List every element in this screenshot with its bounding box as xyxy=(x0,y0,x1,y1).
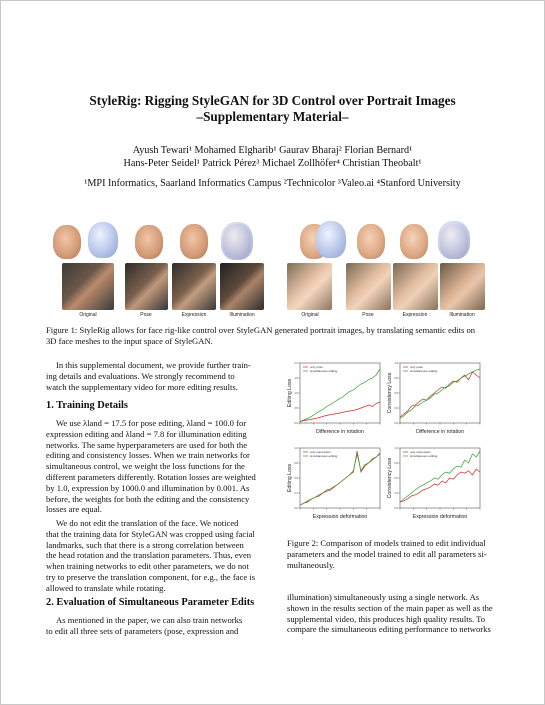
series-line xyxy=(300,369,380,422)
text-line: allowed to translate while rotating. xyxy=(46,582,166,593)
intro-paragraph xyxy=(46,360,273,392)
y-tick-label: 0.5 xyxy=(394,476,398,480)
text-line: different parameters differently. Rotation losses are weighted xyxy=(46,471,256,482)
portrait-photo xyxy=(62,263,114,310)
label-original: Original xyxy=(79,312,97,318)
text-line: We use λland = 17.5 for pose editing, λland = 100.0 for xyxy=(56,418,247,428)
x-axis-label: Difference in rotation xyxy=(316,429,364,435)
face-mesh-image xyxy=(221,222,253,260)
chart-svg xyxy=(284,443,389,533)
legend-label: simultaneous editing xyxy=(310,454,338,458)
y-tick-label: 1.0 xyxy=(294,446,298,450)
text-line: illumination) simultaneously using a single network. As xyxy=(287,592,480,602)
y-tick-label: 0.3 xyxy=(294,491,298,495)
y-tick-label: 0.0 xyxy=(394,421,398,425)
series-line xyxy=(400,369,480,418)
chart-svg xyxy=(384,443,489,533)
series-line xyxy=(400,451,480,502)
figure-2-caption xyxy=(287,538,497,571)
legend-label: only pose xyxy=(310,365,323,369)
face-mesh-image xyxy=(438,221,470,259)
label-pose: Pose xyxy=(362,312,374,318)
text-line: shown in the results section of the main paper as well as the xyxy=(287,602,493,613)
y-tick-label: 0.3 xyxy=(394,491,398,495)
label-expression: Expression xyxy=(402,312,428,318)
y-tick-label: 0.5 xyxy=(394,391,398,395)
portrait-photo xyxy=(440,263,485,310)
y-tick-label: 0.3 xyxy=(394,406,398,410)
text-line: editing and consistency losses. When we train networks for xyxy=(46,450,250,461)
text-line: the head rotation and the translation parameters. Thus, even xyxy=(46,550,252,561)
text-line: compare the simultaneous editing performance to networks xyxy=(287,624,491,635)
x-axis-label: Expression deformation xyxy=(412,514,468,520)
text-line: simultaneous control, we weight the loss functions for the xyxy=(46,461,245,472)
text-line: ing details and evaluations. We strongly recommend to xyxy=(46,370,235,381)
legend-label: simultaneous editing xyxy=(310,369,338,373)
face-mesh-image xyxy=(316,221,346,258)
paper-title: StyleRig: Rigging StyleGAN for 3D Control over Portrait Images xyxy=(89,93,456,108)
text-line: by 1.0, expression by 1000.0 and illumination by 0.001. As xyxy=(46,482,250,493)
y-tick-label: 0.0 xyxy=(394,506,398,510)
text-line: Figure 2: Comparison of models trained to edit individual xyxy=(287,538,486,548)
label-expression: Expression xyxy=(181,312,207,318)
y-tick-label: 0.8 xyxy=(294,461,298,465)
text-line: to edit all three sets of parameters (pose, expression and xyxy=(46,625,239,636)
affiliations: ¹MPI Informatics, Saarland Informatics Campus ²Technicolor ³Valeo.ai ⁴Stanford University xyxy=(84,178,461,189)
y-tick-label: 1.0 xyxy=(394,446,398,450)
label-illumination: Illumination xyxy=(449,312,475,318)
y-tick-label: 0.5 xyxy=(294,406,298,410)
text-line: before, the weights for both the editing and the consistency xyxy=(46,493,250,504)
legend-label: only expression xyxy=(410,450,431,454)
chart-expression-editing xyxy=(284,443,389,533)
authors-line-2: Hans-Peter Seidel¹ Patrick Pérez³ Michael Zollhöfer⁴ Christian Theobalt¹ xyxy=(123,158,422,169)
face-image xyxy=(357,224,385,259)
y-tick-label: 2.0 xyxy=(294,361,298,365)
legend-label: simultaneous editing xyxy=(410,369,438,373)
x-axis-label: Difference in rotation xyxy=(416,429,464,435)
legend-label: only pose xyxy=(410,365,423,369)
section-heading-training: 1. Training Details xyxy=(46,400,128,411)
label-illumination: Illumination xyxy=(229,312,255,318)
legend-label: only expression xyxy=(310,450,331,454)
text-line: landmarks, such that there is a strong correlation between xyxy=(46,539,244,550)
caption-line: Figure 1: StyleRig allows for face rig-like control over StyleGAN generated portrait images, by translating semantic edits on xyxy=(46,325,476,335)
text-line: that the training data for StyleGAN was cropped using facial xyxy=(46,528,255,539)
authors-line-1: Ayush Tewari¹ Mohamed Elgharib¹ Gaurav Bharaj² Florian Bernard¹ xyxy=(132,145,413,156)
series-line xyxy=(300,402,380,422)
portrait-photo xyxy=(220,263,264,310)
y-tick-label: 0.0 xyxy=(294,506,298,510)
portrait-photo xyxy=(125,263,168,310)
portrait-photo xyxy=(172,263,216,310)
face-image xyxy=(180,224,208,259)
chart-expression-consistency xyxy=(384,443,489,533)
portrait-photo xyxy=(346,263,391,310)
y-tick-label: 0.8 xyxy=(394,376,398,380)
series-line xyxy=(300,451,380,505)
label-original: Original xyxy=(301,312,319,318)
text-line: As mentioned in the paper, we can also train networks xyxy=(56,615,243,625)
right-column-paragraph xyxy=(287,592,497,635)
text-line: supplemental video, this produces high quality results. To xyxy=(287,613,486,624)
y-axis-label: Consistency Loss xyxy=(387,457,393,499)
section-heading-evaluation: 2. Evaluation of Simultaneous Parameter Edits xyxy=(46,597,255,608)
y-axis-label: Editing Loss xyxy=(287,463,293,493)
legend-label: simultaneous editing xyxy=(410,454,438,458)
face-image xyxy=(53,225,81,259)
portrait-photo xyxy=(287,263,332,310)
text-line: parameters and the model trained to edit all parameters si- xyxy=(287,549,487,559)
chart-rotation-editing xyxy=(284,358,389,448)
face-image xyxy=(400,224,428,259)
y-tick-label: 1.0 xyxy=(394,361,398,365)
figure-1-caption xyxy=(46,325,516,347)
evaluation-paragraph xyxy=(46,615,273,637)
text-line: try to preserve the translation component, for e.g., the face is xyxy=(46,571,256,582)
paper-subtitle: –Supplementary Material– xyxy=(196,109,349,124)
face-mesh-image xyxy=(88,222,118,258)
series-line xyxy=(300,453,380,505)
text-line: networks. The same hyperparameters are used for both the xyxy=(46,439,248,450)
chart-svg xyxy=(384,358,489,448)
y-tick-label: 0.8 xyxy=(394,461,398,465)
series-line xyxy=(400,372,480,417)
x-axis-label: Expression deformation xyxy=(312,514,368,520)
portrait-photo xyxy=(393,263,438,310)
text-line: watch the supplementary video for more editing results. xyxy=(46,381,238,392)
text-line: expression editing and λland = 7.8 for illumination editing xyxy=(46,428,247,439)
y-axis-label: Editing Loss xyxy=(287,378,293,408)
text-line: losses are equal. xyxy=(46,504,103,515)
caption-line: 3D face meshes to the input space of StyleGAN. xyxy=(46,336,213,346)
y-axis-label: Consistency Loss xyxy=(387,372,393,414)
label-pose: Pose xyxy=(140,312,152,318)
training-paragraph-1 xyxy=(46,418,273,515)
text-line: multaneously. xyxy=(287,560,335,570)
chart-rotation-consistency xyxy=(384,358,489,448)
y-tick-label: 0.5 xyxy=(294,476,298,480)
y-tick-label: 1.0 xyxy=(294,391,298,395)
y-tick-label: 1.5 xyxy=(294,376,298,380)
text-line: when training networks to edit other parameters, we do not xyxy=(46,561,249,572)
training-paragraph-2 xyxy=(46,518,273,594)
text-line: We do not edit the translation of the face. We noticed xyxy=(56,518,239,528)
chart-svg xyxy=(284,358,389,448)
text-line: In this supplemental document, we provide further train- xyxy=(56,360,251,370)
y-tick-label: 0.0 xyxy=(294,421,298,425)
series-line xyxy=(400,469,480,502)
face-image xyxy=(135,225,163,259)
